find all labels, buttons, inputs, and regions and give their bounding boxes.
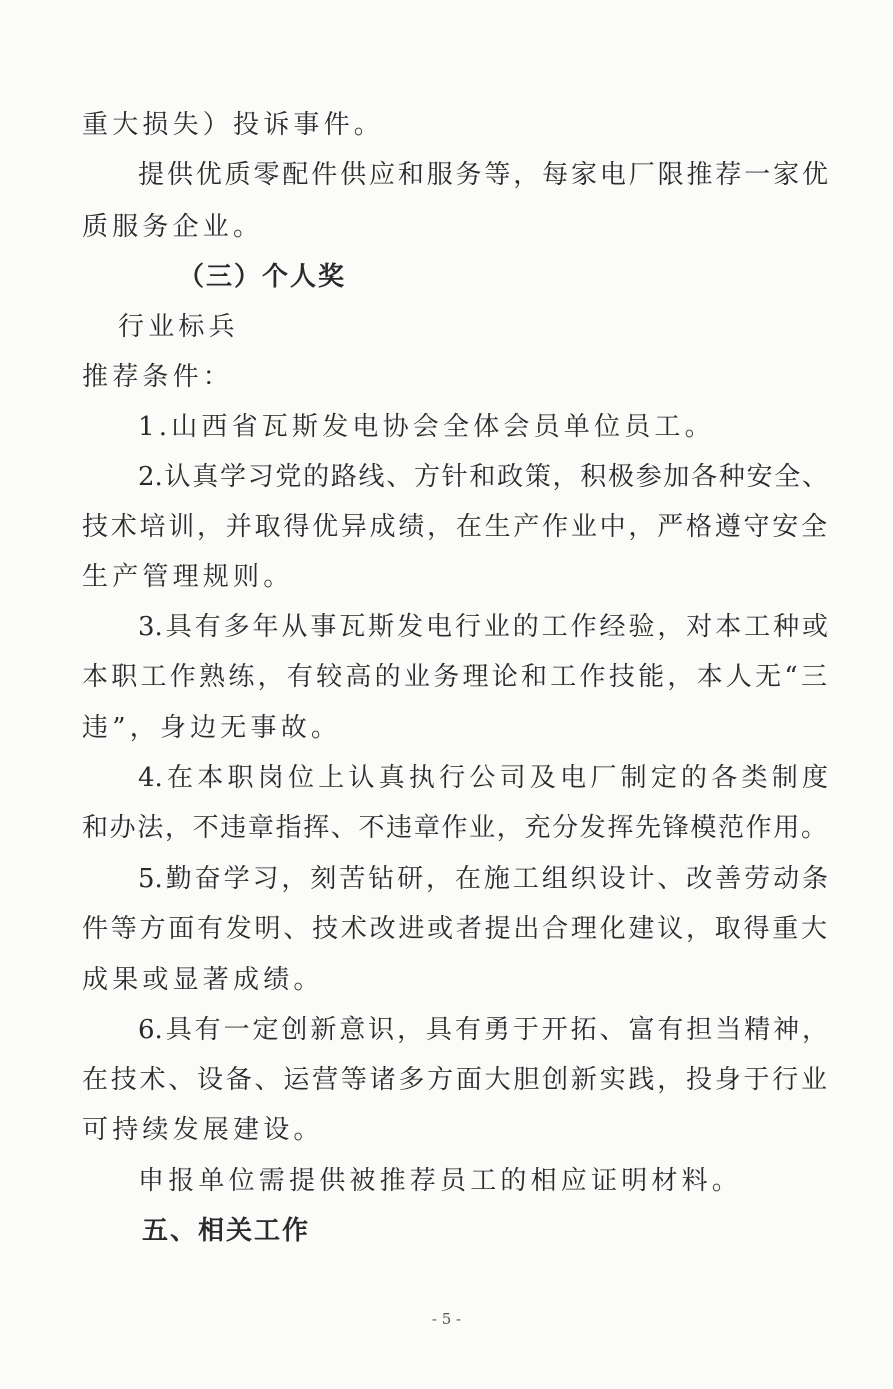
award-title: 行业标兵 (118, 312, 239, 342)
paragraph-line: 生产管理规则。 (82, 562, 294, 592)
paragraph-line: 推荐条件： (82, 362, 234, 392)
paragraph-line: 重大损失）投诉事件。 (82, 110, 385, 140)
paragraph-line: 可持续发展建设。 (82, 1115, 324, 1145)
chapter-heading: 五、相关工作 (142, 1216, 311, 1246)
paragraph-line: 本职工作熟练，有较高的业务理论和工作技能，本人无“三 (82, 662, 827, 692)
paragraph-line: 违”，身边无事故。 (82, 713, 342, 743)
paragraph-line: 在技术、设备、运营等诸多方面大胆创新实践，投身于行业 (82, 1065, 827, 1095)
paragraph-line: 和办法，不违章指挥、不违章作业，充分发挥先锋模范作用。 (82, 813, 827, 843)
list-item: 2.认真学习党的路线、方针和政策，积极参加各种安全、 (138, 462, 828, 492)
paragraph-line: 件等方面有发明、技术改进或者提出合理化建议，取得重大 (82, 914, 827, 944)
list-item: 4.在本职岗位上认真执行公司及电厂制定的各类制度 (138, 763, 828, 793)
list-item: 1.山西省瓦斯发电协会全体会员单位员工。 (138, 412, 715, 442)
list-item: 6.具有一定创新意识，具有勇于开拓、富有担当精神， (138, 1015, 828, 1045)
paragraph-line: 技术培训，并取得优异成绩，在生产作业中，严格遵守安全 (82, 512, 827, 542)
paragraph-line: 提供优质零配件供应和服务等，每家电厂限推荐一家优 (138, 160, 828, 190)
section-heading: （三）个人奖 (178, 262, 347, 292)
paragraph-line: 质服务企业。 (82, 212, 264, 242)
list-item: 3.具有多年从事瓦斯发电行业的工作经验，对本工种或 (138, 612, 828, 642)
page-number: - 5 - (431, 1310, 462, 1328)
list-item: 5.勤奋学习，刻苦钻研，在施工组织设计、改善劳动条 (138, 864, 828, 894)
paragraph-line: 申报单位需提供被推荐员工的相应证明材料。 (138, 1166, 743, 1196)
paragraph-line: 成果或显著成绩。 (82, 965, 324, 995)
